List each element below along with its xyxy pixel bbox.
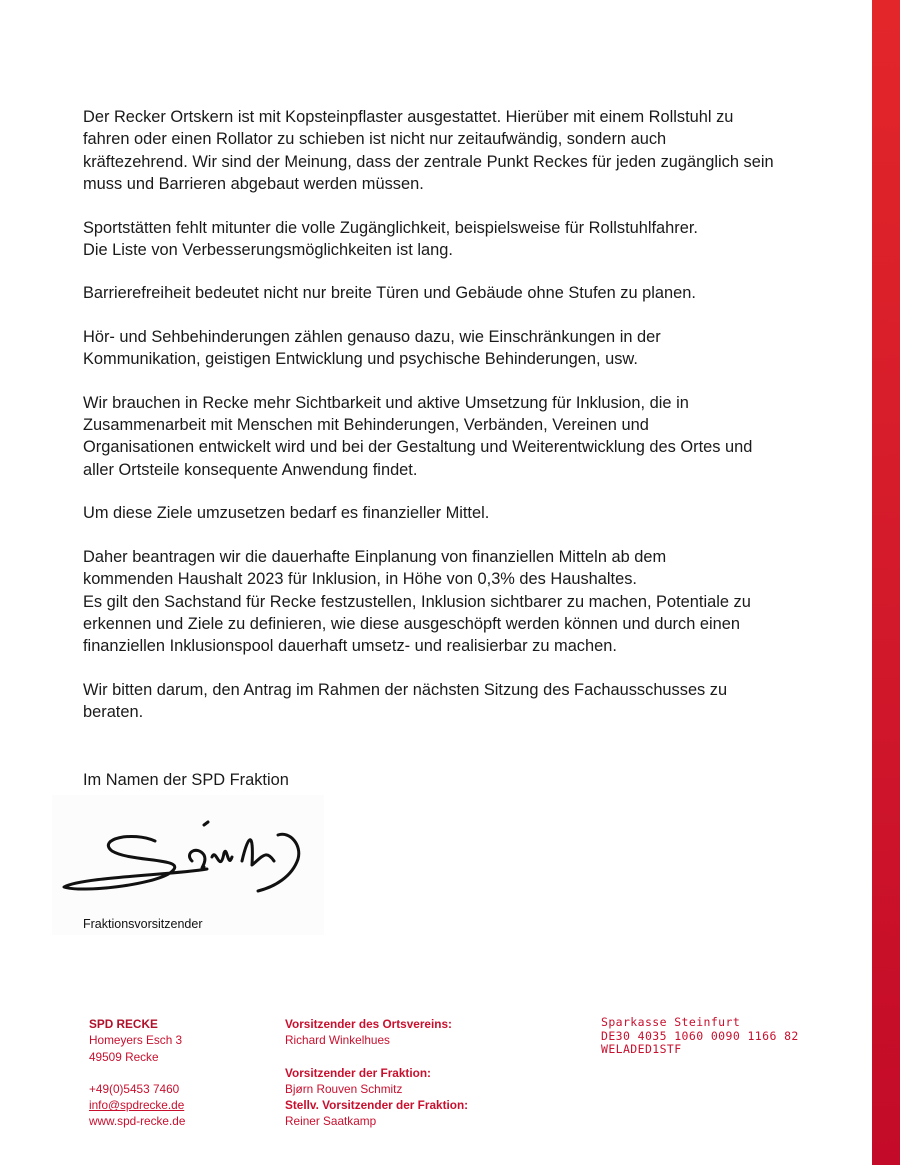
website-link[interactable]: www.spd-recke.de — [89, 1114, 186, 1129]
paragraph: Der Recker Ortskern ist mit Kopsteinpflaster ausgestattet. Hierüber mit einem Rollstuhl zu fahren oder einen Rollator zu schieben ist nicht nur zeitaufwändig, sondern auch kräftezehrend. Wir sind der Meinung, dass der zentrale Punkt Reckes für jeden zugänglich sein muss und Barrieren abgebaut werden müssen. — [83, 108, 774, 194]
bic: WELADED1STF — [601, 1042, 682, 1057]
paragraph: Um diese Ziele umzusetzen bedarf es finanzieller Mittel. — [83, 504, 490, 523]
letter-body — [83, 106, 813, 745]
paragraph: Wir brauchen in Recke mehr Sichtbarkeit und aktive Umsetzung für Inklusion, die in Zusammenarbeit mit Menschen mit Behinderungen, Verbänden, Vereinen und Organisationen entwickelt wird und bei der Gestaltung und Weiterentwicklung des Ortes und aller Ortsteile konsequente Anwendung findet. — [83, 393, 753, 479]
iban: DE30 4035 1060 0090 1166 82 — [601, 1028, 799, 1043]
paragraph: Daher beantragen wir die dauerhafte Einplanung von finanziellen Mitteln ab dem kommenden Haushalt 2023 für Inklusion, in Höhe von 0,3% des Haushaltes. Es gilt den Sachstand für Recke festzustellen, Inklusion sichtbarer zu machen, Potentiale zu erkennen und Ziele zu definieren, wie diese ausgeschöpft werden können und durch einen finanziellen Inklusionspool dauerhaft umsetz- und realisierbar zu machen. — [83, 547, 751, 656]
fraktion-label: Vorsitzender der Fraktion: — [285, 1065, 431, 1080]
org-name: SPD RECKE — [89, 1017, 158, 1031]
paragraph: Wir bitten darum, den Antrag im Rahmen der nächsten Sitzung des Fachausschusses zu beraten. — [83, 680, 728, 722]
brand-stripe — [872, 0, 900, 1165]
bank-name: Sparkasse Steinfurt — [601, 1015, 741, 1029]
signature — [52, 795, 324, 935]
city: 49509 Recke — [89, 1049, 159, 1064]
paragraph: Sportstätten fehlt mitunter die volle Zugänglichkeit, beispielsweise für Rollstuhlfahrer. Die Liste von Verbesserungsmöglichkeiten ist lang. — [83, 218, 698, 260]
footer-contact — [89, 1016, 185, 1130]
street: Homeyers Esch 3 — [89, 1033, 183, 1048]
paragraph: Barrierefreiheit bedeutet nicht nur breite Türen und Gebäude ohne Stufen zu planen. — [83, 284, 696, 303]
footer-bank — [601, 1016, 799, 1057]
phone: +49(0)5453 7460 — [89, 1081, 180, 1096]
email-link[interactable]: info@spdrecke.de — [89, 1098, 185, 1113]
stellv-name: Reiner Saatkamp — [285, 1114, 377, 1129]
signature-icon — [52, 795, 324, 935]
paragraph: Hör- und Sehbehinderungen zählen genauso dazu, wie Einschränkungen in der Kommunikation, geistigen Entwicklung und psychische Behinderungen, usw. — [83, 327, 661, 369]
closing-line: Im Namen der SPD Fraktion — [83, 771, 289, 789]
stellv-label: Stellv. Vorsitzender der Fraktion: — [285, 1098, 469, 1113]
ortsverein-label: Vorsitzender des Ortsvereins: — [285, 1017, 452, 1031]
ortsverein-name: Richard Winkelhues — [285, 1033, 390, 1048]
footer-board — [285, 1016, 468, 1130]
signature-role: Fraktionsvorsitzender — [83, 917, 203, 931]
fraktion-name: Bjørn Rouven Schmitz — [285, 1081, 403, 1096]
